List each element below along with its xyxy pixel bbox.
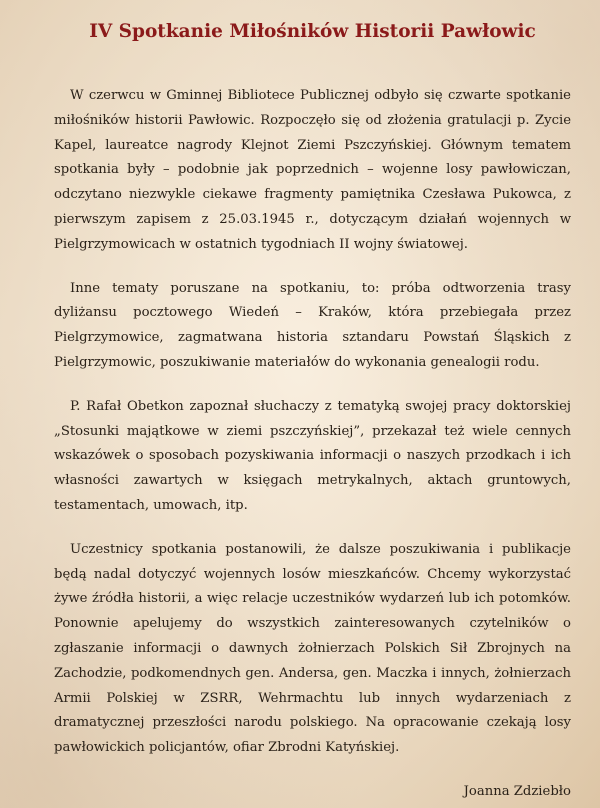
article-body: [54, 84, 571, 761]
paragraph-2: Inne tematy poruszane na spotkaniu, to: próba odtworzenia trasy dyliżansu pocztowego Wiedeń – Kraków, która przebiegała przez Pielgrzymowice, zagmatwana historia sztandaru Powstań Śląskich z Pielgrzymowic, poszukiwanie materiałów do wykonania genealogii rodu.: [54, 280, 571, 370]
page-title: IV Spotkanie Miłośników Historii Pawłowic: [89, 21, 536, 42]
author-signature: Joanna Zdziebło: [463, 783, 571, 799]
paragraph-1: W czerwcu w Gminnej Bibliotece Publicznej odbyło się czwarte spotkanie miłośników historii Pawłowic. Rozpoczęło się od złożenia gratulacji p. Zycie Kapel, laureatce nagrody Klejnot Ziemi Pszczyńskiej. Głównym tematem spotkania były – podobnie jak poprzednich – wojenne losy pawłowiczan, odczytano niezwykle ciekawe fragmenty pamiętnika Czesława Pukowca, z pierwszym zapisem z 25.03.1945 r., dotyczącym działań wojennych w Pielgrzymowicach w ostatnich tygodniach II wojny światowej.: [54, 88, 571, 252]
paragraph-4: Uczestnicy spotkania postanowili, że dalsze poszukiwania i publikacje będą nadal dotyczyć wojennych losów mieszkańców. Chcemy wykorzystać żywe źródła historii, a więc relacje uczestników wydarzeń lub ich potomków. Ponownie apelujemy do wszystkich zainteresowanych czytelników o zgłaszanie informacji o dawnych żołnierzach Polskich Sił Zbrojnych na Zachodzie, podkomendnych gen. Andersa, gen. Maczka i innych, żołnierzach Armii Polskiej w ZSRR, Wehrmachtu lub innych wydarzeniach z dramatycznej przeszłości narodu polskiego. Na opracowanie czekają losy pawłowickich policjantów, ofiar Zbrodni Katyńskiej.: [54, 541, 571, 756]
paragraph-3: P. Rafał Obetkon zapoznał słuchaczy z tematyką swojej pracy doktorskiej „Stosunki majątkowe w ziemi pszczyńskiej”, przekazał też wiele cennych wskazówek o sposobach pozyskiwania informacji o naszych przodkach i ich własności zawartych w księgach metrykalnych, aktach gruntowych, testamentach, umowach, itp.: [54, 398, 571, 513]
